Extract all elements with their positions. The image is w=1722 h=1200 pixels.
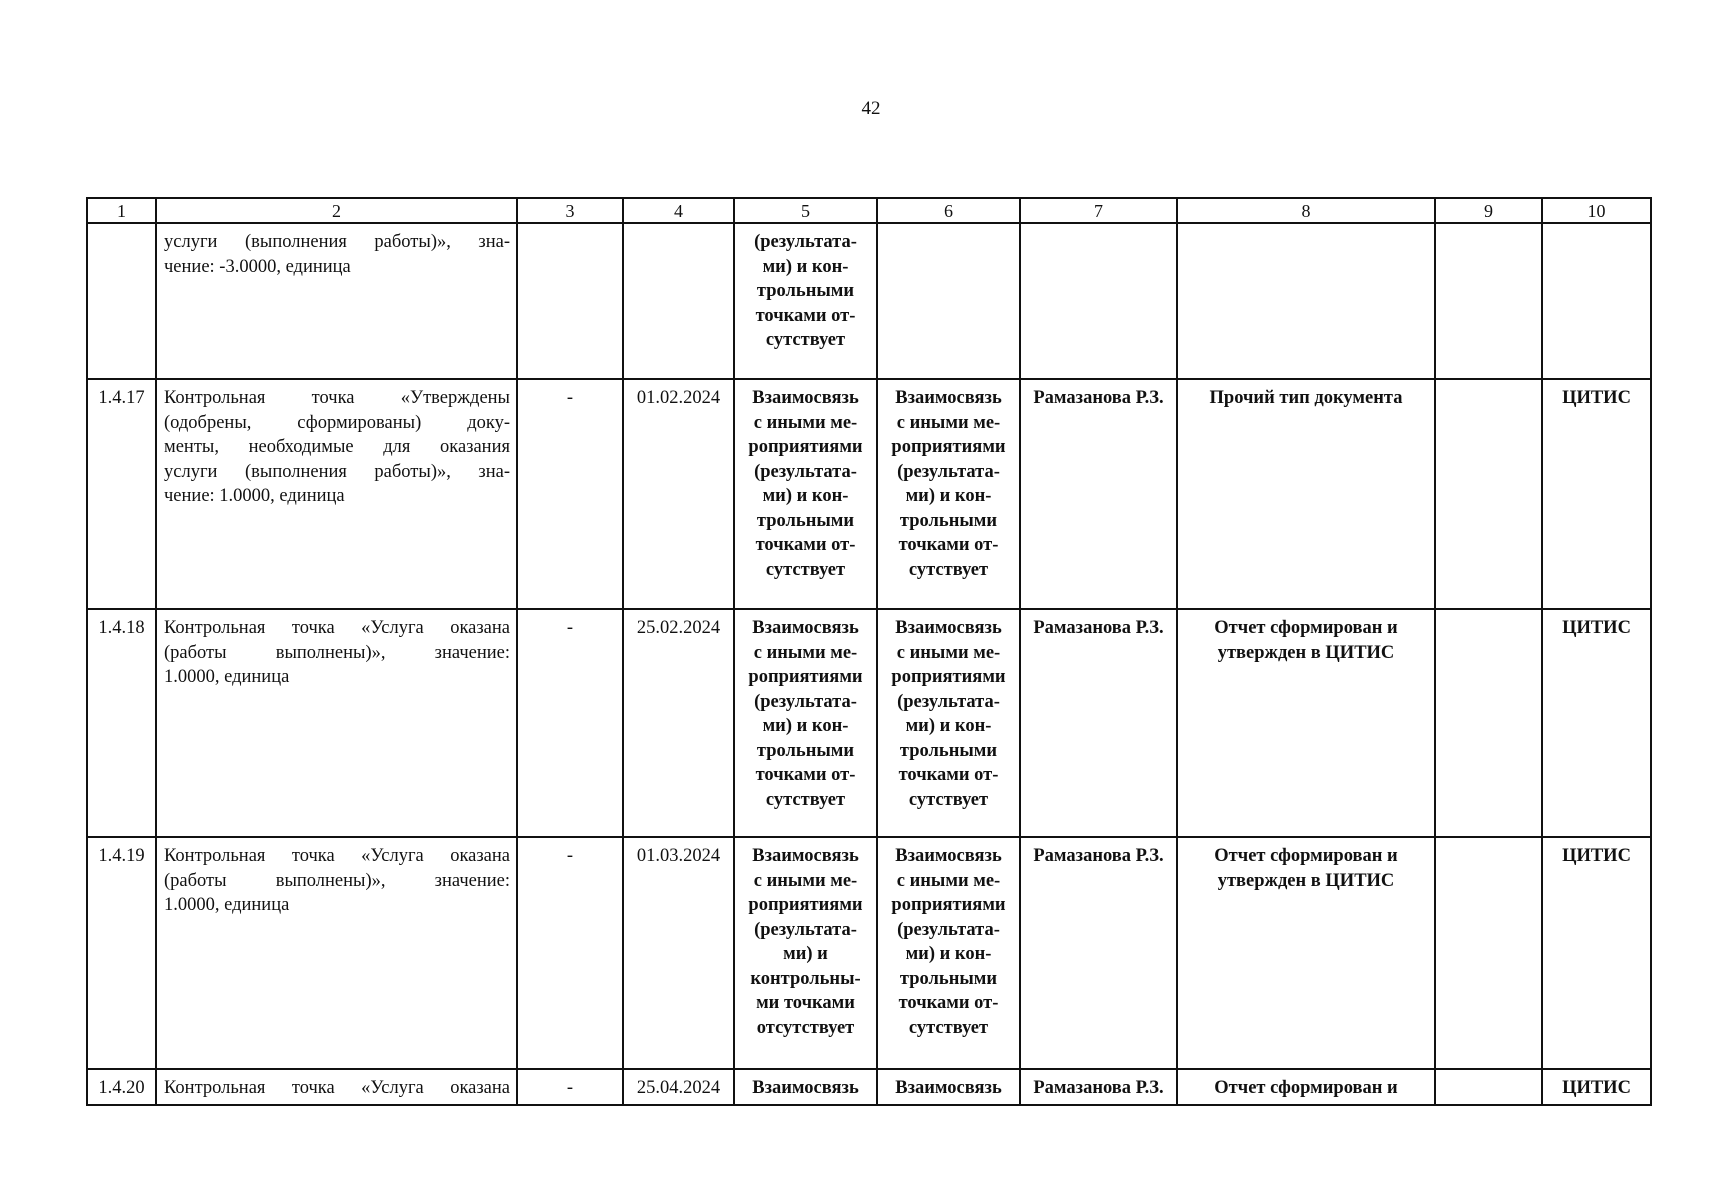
cell-text-line: ми точками — [756, 993, 855, 1013]
header-cell-10: 10 — [1542, 198, 1651, 223]
cell-relation-5 — [734, 1069, 877, 1105]
cell-text-line: Рамазанова Р.З. — [1033, 846, 1164, 866]
cell-relation-5 — [734, 609, 877, 837]
cell-text-line: - — [566, 388, 574, 408]
cell-text-line: трольными — [756, 281, 855, 301]
cell-relation-5 — [734, 223, 877, 379]
cell-text-line: (результата- — [897, 691, 1000, 712]
cell-text-line: отсутствует — [756, 1017, 855, 1038]
cell-text-line: ми) и кон- — [762, 256, 849, 277]
cell-text-line: (работы выполнены)», значение: — [164, 870, 510, 891]
table-header-row — [87, 198, 1651, 223]
table-body — [87, 223, 1651, 1105]
cell-text-line: ми) и кон- — [905, 486, 992, 506]
cell-document — [1177, 223, 1435, 379]
cell-date — [623, 223, 734, 379]
cell-text-line: Отчет сформирован и — [1214, 618, 1398, 638]
cell-text-line: 25.02.2024 — [636, 618, 721, 638]
cell-text-line: Взаимосвязь — [895, 846, 1002, 866]
cell-text-line: 01.02.2024 — [636, 388, 721, 408]
cell-system — [1542, 837, 1651, 1069]
cell-number — [87, 609, 156, 837]
cell-text-line: ЦИТИС — [1562, 1078, 1631, 1098]
cell-text-line: роприятиями — [748, 667, 863, 687]
cell-text-line: ЦИТИС — [1562, 388, 1631, 408]
table-row — [87, 1069, 1651, 1105]
cell-text-line: Контрольная точка «Услуга оказана — [164, 618, 510, 638]
cell-system — [1542, 1069, 1651, 1105]
cell-text-line: трольными — [899, 510, 998, 531]
cell-number — [87, 1069, 156, 1105]
cell-relation-6 — [877, 609, 1020, 837]
cell-relation-6 — [877, 837, 1020, 1069]
cell-text-line: Отчет сформирован и — [1214, 1078, 1398, 1098]
cell-col3 — [517, 379, 623, 609]
cell-text-line: сутствует — [765, 330, 846, 350]
cell-text-line: ми) и кон- — [762, 486, 849, 506]
cell-text-line: трольными — [899, 740, 998, 761]
cell-text-line: 01.03.2024 — [636, 846, 721, 866]
cell-control-point — [156, 223, 517, 379]
cell-text-line: роприятиями — [891, 667, 1006, 687]
cell-number — [87, 837, 156, 1069]
cell-text-line: (работы выполнены)», значение: — [164, 642, 510, 663]
cell-text-line: роприятиями — [891, 437, 1006, 457]
cell-relation-5 — [734, 837, 877, 1069]
header-cell-9: 9 — [1435, 198, 1542, 223]
header-cell-7: 7 — [1020, 198, 1177, 223]
cell-text-line: услуги (выполнения работы)», зна- — [164, 461, 510, 482]
cell-text-line: - — [566, 618, 574, 638]
cell-text-line: Взаимосвязь — [752, 618, 859, 638]
cell-col3 — [517, 223, 623, 379]
cell-text-line: Отчет сформирован и — [1214, 846, 1398, 866]
cell-text-line: Контрольная точка «Утверждены — [164, 388, 510, 408]
cell-text-line: с иными ме- — [753, 642, 858, 663]
cell-text-line: чение: 1.0000, единица — [164, 486, 345, 506]
cell-text-line: (результата- — [754, 919, 857, 940]
cell-text-line: роприятиями — [748, 895, 863, 915]
cell-text-line: Контрольная точка «Услуга оказана — [164, 1078, 510, 1098]
cell-text-line: с иными ме- — [896, 642, 1001, 663]
cell-number — [87, 379, 156, 609]
cell-text-line: Рамазанова Р.З. — [1033, 1078, 1164, 1098]
cell-text-line: трольными — [756, 510, 855, 531]
cell-date — [623, 837, 734, 1069]
cell-relation-6 — [877, 223, 1020, 379]
cell-text-line: точками от- — [898, 535, 999, 555]
cell-col3 — [517, 1069, 623, 1105]
cell-text-line: с иными ме- — [753, 412, 858, 433]
cell-text-line: утвержден в ЦИТИС — [1217, 642, 1395, 663]
cell-text-line: 1.4.17 — [98, 388, 145, 408]
cell-text-line: 25.04.2024 — [636, 1078, 721, 1098]
table-row-continuation — [87, 223, 1651, 379]
header-cell-2: 2 — [156, 198, 517, 223]
cell-text-line: Взаимосвязь — [895, 618, 1002, 638]
cell-document — [1177, 1069, 1435, 1105]
cell-relation-6 — [877, 1069, 1020, 1105]
cell-text-line: 1.0000, единица — [164, 895, 290, 915]
cell-document — [1177, 837, 1435, 1069]
cell-text-line: - — [566, 846, 574, 866]
cell-text-line: точками от- — [755, 765, 856, 785]
table-row — [87, 609, 1651, 837]
cell-text-line: ми) и кон- — [905, 944, 992, 964]
cell-text-line: сутствует — [908, 789, 989, 810]
cell-text-line: роприятиями — [748, 437, 863, 457]
cell-control-point — [156, 837, 517, 1069]
table-row — [87, 379, 1651, 609]
cell-col9 — [1435, 837, 1542, 1069]
cell-text-line: ми) и кон- — [762, 716, 849, 736]
cell-text-line: менты, необходимые для оказания — [164, 437, 510, 457]
cell-text-line: (одобрены, сформированы) доку- — [164, 412, 510, 433]
cell-date — [623, 609, 734, 837]
cell-text-line: точками от- — [898, 993, 999, 1013]
cell-date — [623, 379, 734, 609]
cell-text-line: трольными — [756, 740, 855, 761]
cell-relation-6 — [877, 379, 1020, 609]
cell-text-line: сутствует — [908, 559, 989, 580]
cell-text-line: Взаимосвязь — [895, 388, 1002, 408]
table-row — [87, 837, 1651, 1069]
cell-system — [1542, 609, 1651, 837]
cell-responsible — [1020, 223, 1177, 379]
cell-text-line: Прочий тип документа — [1209, 388, 1403, 408]
cell-text-line: услуги (выполнения работы)», зна- — [164, 232, 510, 252]
cell-responsible — [1020, 609, 1177, 837]
cell-text-line: 1.4.20 — [98, 1078, 145, 1098]
cell-text-line: 1.0000, единица — [164, 667, 290, 687]
cell-document — [1177, 379, 1435, 609]
page-number: 42 — [861, 98, 881, 119]
cell-text-line: - — [566, 1078, 574, 1098]
header-cell-3: 3 — [517, 198, 623, 223]
cell-date — [623, 1069, 734, 1105]
cell-col3 — [517, 609, 623, 837]
cell-text-line: (результата- — [754, 461, 857, 482]
cell-text-line: Рамазанова Р.З. — [1033, 388, 1164, 408]
cell-text-line: (результата- — [897, 461, 1000, 482]
cell-col9 — [1435, 1069, 1542, 1105]
cell-responsible — [1020, 1069, 1177, 1105]
cell-system — [1542, 223, 1651, 379]
cell-document — [1177, 609, 1435, 837]
cell-text-line: роприятиями — [891, 895, 1006, 915]
control-points-table — [86, 197, 1652, 1106]
cell-responsible — [1020, 379, 1177, 609]
header-cell-4: 4 — [623, 198, 734, 223]
cell-text-line: ми) и кон- — [905, 716, 992, 736]
cell-text-line: с иными ме- — [896, 412, 1001, 433]
cell-text-line: Взаимосвязь — [895, 1078, 1002, 1098]
cell-text-line: трольными — [899, 968, 998, 989]
cell-text-line: ми) и — [783, 944, 828, 964]
cell-col3 — [517, 837, 623, 1069]
cell-col9 — [1435, 379, 1542, 609]
cell-text-line: Контрольная точка «Услуга оказана — [164, 846, 510, 866]
cell-responsible — [1020, 837, 1177, 1069]
header-cell-8: 8 — [1177, 198, 1435, 223]
cell-text-line: Взаимосвязь — [752, 1078, 859, 1098]
cell-text-line: с иными ме- — [753, 870, 858, 891]
cell-text-line: сутствует — [908, 1017, 989, 1038]
cell-text-line: Взаимосвязь — [752, 846, 859, 866]
cell-system — [1542, 379, 1651, 609]
cell-relation-5 — [734, 379, 877, 609]
cell-col9 — [1435, 223, 1542, 379]
cell-text-line: Рамазанова Р.З. — [1033, 618, 1164, 638]
cell-text-line: 1.4.19 — [98, 846, 145, 866]
cell-control-point — [156, 609, 517, 837]
cell-control-point — [156, 1069, 517, 1105]
cell-control-point — [156, 379, 517, 609]
cell-text-line: сутствует — [765, 559, 846, 580]
cell-text-line: утвержден в ЦИТИС — [1217, 870, 1395, 891]
header-cell-1: 1 — [87, 198, 156, 223]
cell-text-line: ЦИТИС — [1562, 846, 1631, 866]
cell-text-line: контрольны- — [750, 968, 861, 989]
cell-text-line: сутствует — [765, 789, 846, 810]
cell-text-line: (результата- — [754, 691, 857, 712]
cell-text-line: 1.4.18 — [98, 618, 145, 638]
cell-text-line: (результата- — [897, 919, 1000, 940]
cell-number — [87, 223, 156, 379]
cell-text-line: точками от- — [755, 535, 856, 555]
cell-text-line: (результата- — [754, 232, 857, 252]
header-cell-5: 5 — [734, 198, 877, 223]
cell-text-line: точками от- — [898, 765, 999, 785]
cell-text-line: чение: -3.0000, единица — [164, 256, 351, 277]
cell-text-line: точками от- — [755, 305, 856, 326]
cell-col9 — [1435, 609, 1542, 837]
cell-text-line: с иными ме- — [896, 870, 1001, 891]
cell-text-line: Взаимосвязь — [752, 388, 859, 408]
cell-text-line: ЦИТИС — [1562, 618, 1631, 638]
header-cell-6: 6 — [877, 198, 1020, 223]
